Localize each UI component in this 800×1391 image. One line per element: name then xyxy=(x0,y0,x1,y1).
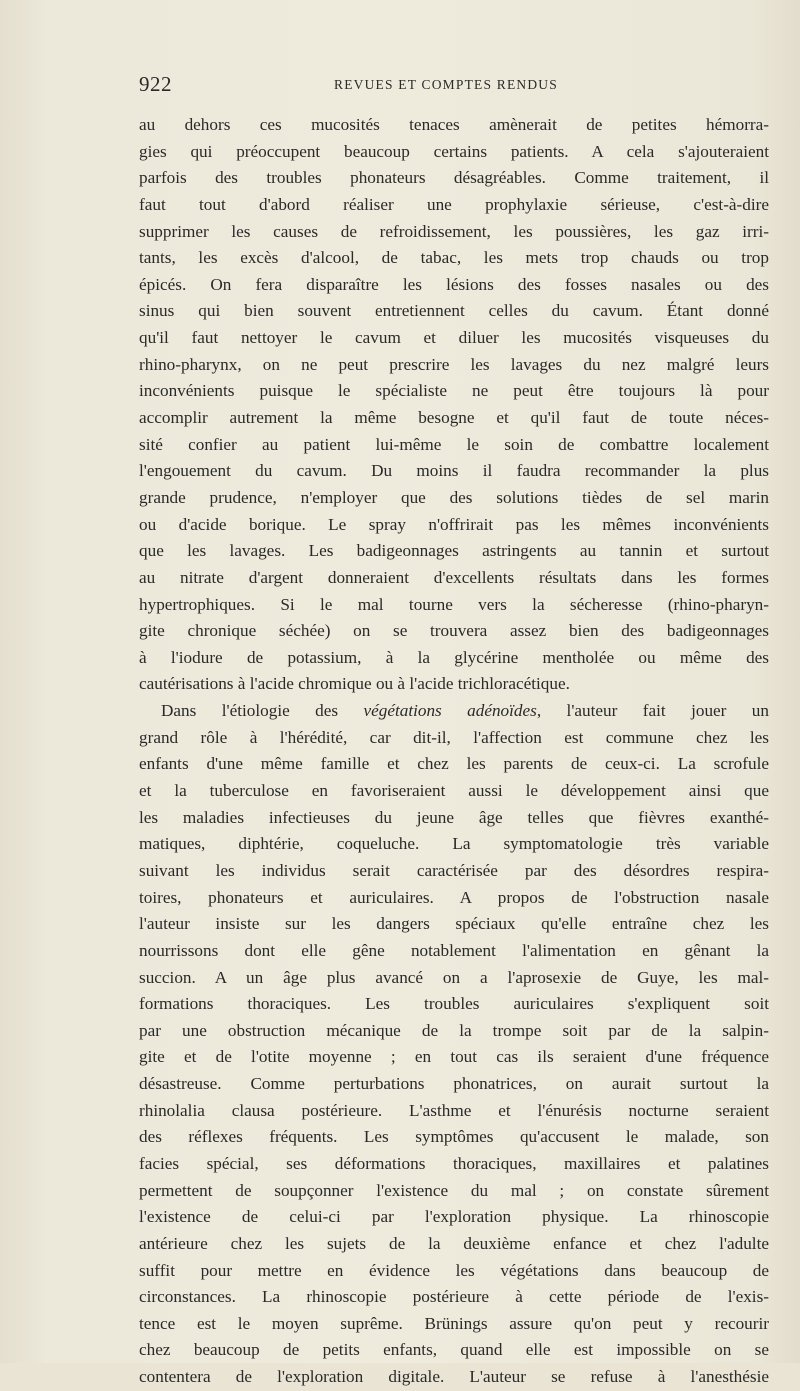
text-line: grande prudence, n'employer que des solutions tièdes de sel marin xyxy=(139,487,769,507)
text-line: permettent de soupçonner l'existence du mal ; on constate sûrement xyxy=(139,1180,769,1200)
text-line: rhino-pharynx, on ne peut prescrire les lavages du nez malgré leurs xyxy=(139,354,769,374)
text-line: supprimer les causes de refroidissement, les poussières, les gaz irri- xyxy=(139,221,769,241)
text-line: hypertrophiques. Si le mal tourne vers la sécheresse (rhino-pharyn- xyxy=(139,594,769,614)
body-text xyxy=(139,112,769,1391)
text-line: toires, phonateurs et auriculaires. A propos de l'obstruction nasale xyxy=(139,887,769,907)
text-line: l'auteur insiste sur les dangers spéciaux qu'elle entraîne chez les xyxy=(139,914,769,934)
text-line: l'existence de celui-ci par l'exploration physique. La rhinoscopie xyxy=(139,1207,769,1227)
text-line: chez beaucoup de petits enfants, quand elle est impossible on se xyxy=(139,1340,769,1360)
text-line: facies spécial, ses déformations thoraciques, maxillaires et palatines xyxy=(139,1153,769,1173)
text-line: matiques, diphtérie, coqueluche. La symptomatologie très variable xyxy=(139,834,769,854)
page-number: 922 xyxy=(139,72,172,96)
text-line: nourrissons dont elle gêne notablement l'alimentation en gênant la xyxy=(139,940,769,960)
text-line xyxy=(139,698,769,725)
text-line: suivant les individus serait caractérisée par des désordres respira- xyxy=(139,860,769,880)
text-line: que les lavages. Les badigeonnages astringents au tannin et surtout xyxy=(139,541,769,561)
text-line: tants, les excès d'alcool, de tabac, les mets trop chauds ou trop xyxy=(139,248,769,268)
text-line: contentera de l'exploration digitale. L'auteur se refuse à l'anesthésie xyxy=(139,1367,769,1387)
text-line: circonstances. La rhinoscopie postérieure à cette période de l'exis- xyxy=(139,1287,769,1307)
text-line: sité confier au patient lui-même le soin de combattre localement xyxy=(139,434,769,454)
text-line: parfois des troubles phonateurs désagréables. Comme traitement, il xyxy=(139,168,769,188)
text-line: tence est le moyen suprême. Brünings assure qu'on peut y recourir xyxy=(139,1313,769,1333)
text-segment: Dans l'étiologie des xyxy=(161,701,364,721)
text-line: l'engouement du cavum. Du moins il faudra recommander la plus xyxy=(139,461,769,481)
text-line: par une obstruction mécanique de la trompe soit par de la salpin- xyxy=(139,1020,769,1040)
text-line: antérieure chez les sujets de la deuxième enfance et chez l'adulte xyxy=(139,1233,769,1253)
text-line: à l'iodure de potassium, à la glycérine mentholée ou même des xyxy=(139,647,769,667)
running-head: REVUES ET COMPTES RENDUS xyxy=(334,77,558,92)
text-line: rhinolalia clausa postérieure. L'asthme et l'énurésis nocturne seraient xyxy=(139,1100,769,1120)
text-line: faut tout d'abord réaliser une prophylaxie sérieuse, c'est-à-dire xyxy=(139,194,769,214)
text-line: au dehors ces mucosités tenaces amènerait de petites hémorra- xyxy=(139,115,769,134)
text-line: gies qui préoccupent beaucoup certains patients. A cela s'ajouteraient xyxy=(139,141,769,161)
text-line: ou d'acide borique. Le spray n'offrirait pas les mêmes inconvénients xyxy=(139,514,769,534)
text-line: au nitrate d'argent donneraient d'excellents résultats dans les formes xyxy=(139,567,769,587)
text-line: des réflexes fréquents. Les symptômes qu'accusent le malade, son xyxy=(139,1127,769,1147)
text-line: accomplir autrement la même besogne et qu'il faut de toute néces- xyxy=(139,408,769,428)
text-line: formations thoraciques. Les troubles auriculaires s'expliquent soit xyxy=(139,994,769,1014)
text-line: grand rôle à l'hérédité, car dit-il, l'affection est commune chez les xyxy=(139,727,769,747)
text-line: désastreuse. Comme perturbations phonatrices, on aurait surtout la xyxy=(139,1074,769,1094)
text-line: gite et de l'otite moyenne ; en tout cas ils seraient d'une fréquence xyxy=(139,1047,769,1067)
text-line: qu'il faut nettoyer le cavum et diluer les mucosités visqueuses du xyxy=(139,328,769,348)
text-line: gite chronique séchée) on se trouvera assez bien des badigeonnages xyxy=(139,621,769,641)
text-line: sinus qui bien souvent entretiennent celles du cavum. Étant donné xyxy=(139,301,769,321)
text-line: inconvénients puisque le spécialiste ne peut être toujours là pour xyxy=(139,381,769,401)
text-line: les maladies infectieuses du jeune âge telles que fièvres exanthé- xyxy=(139,807,769,827)
text-line: enfants d'une même famille et chez les parents de ceux-ci. La scrofule xyxy=(139,754,769,774)
text-line: succion. A un âge plus avancé on a l'aprosexie de Guye, les mal- xyxy=(139,967,769,987)
page-header xyxy=(139,72,769,96)
text-line: et la tuberculose en favoriseraient aussi le développement ainsi que xyxy=(139,781,769,801)
italic-term: végétations adénoïdes xyxy=(363,701,537,721)
text-segment: , l'auteur fait jouer un xyxy=(536,701,769,721)
text-line: suffit pour mettre en évidence les végétations dans beaucoup de xyxy=(139,1260,769,1280)
text-line: épicés. On fera disparaître les lésions des fosses nasales ou des xyxy=(139,274,769,294)
text-line: cautérisations à l'acide chromique ou à l'acide trichloracétique. xyxy=(139,674,570,694)
